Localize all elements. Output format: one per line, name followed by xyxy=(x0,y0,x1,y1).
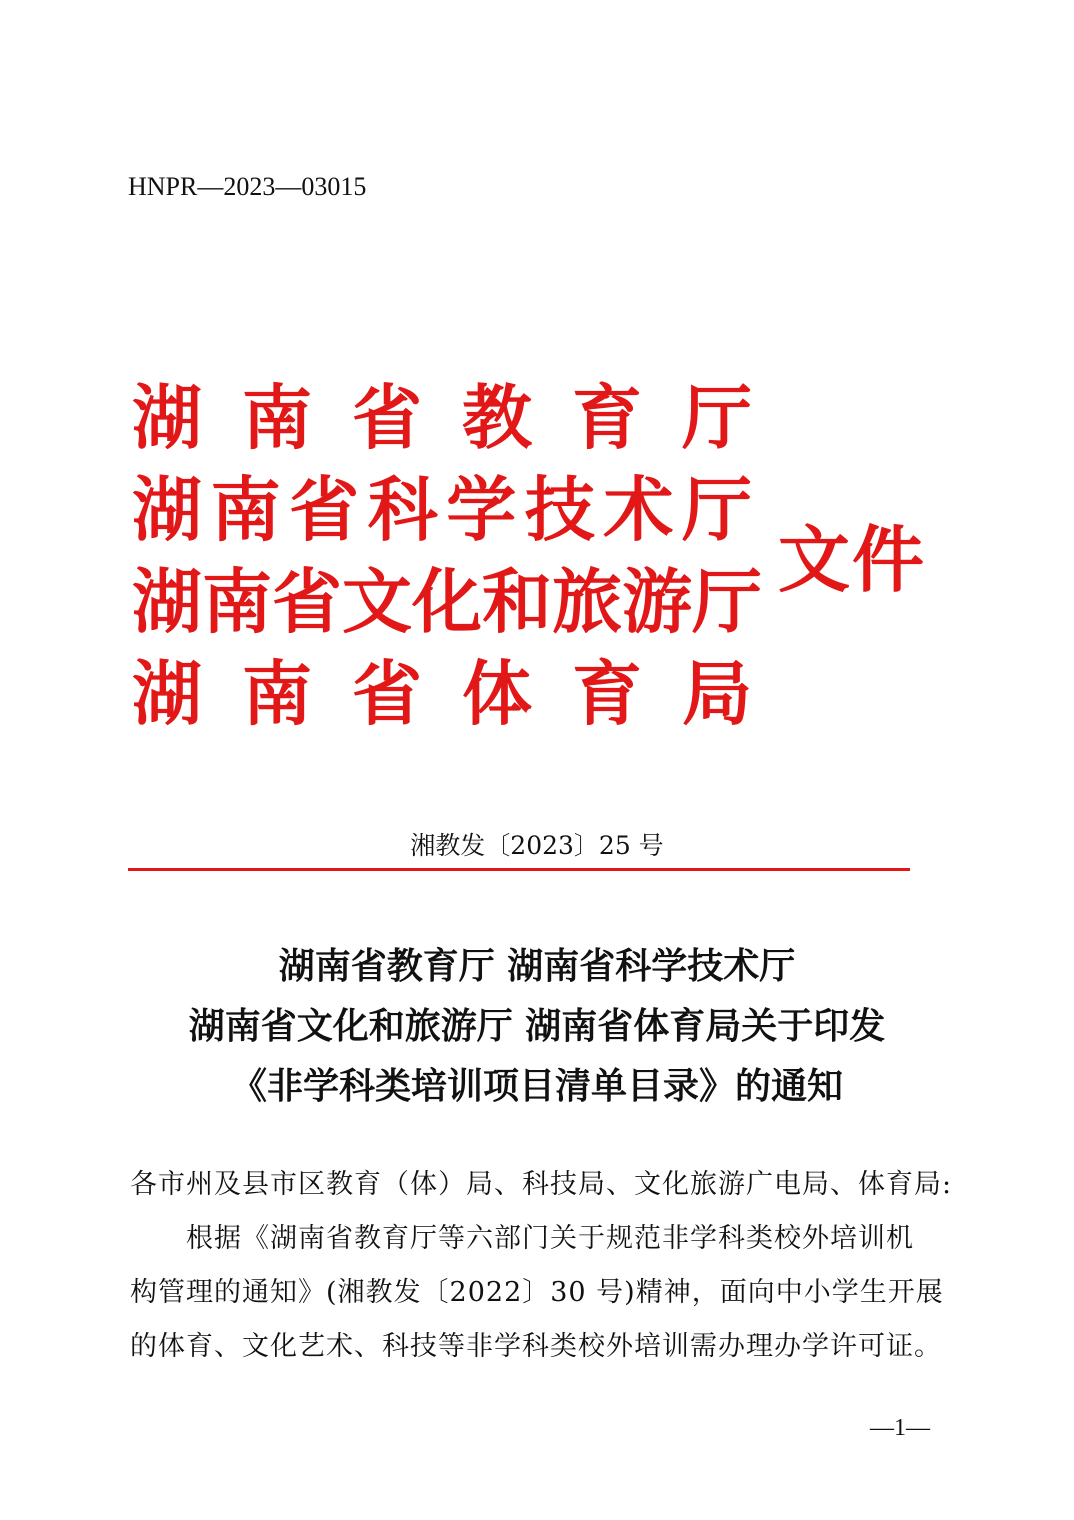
issuer-char: 旅 xyxy=(552,560,622,643)
title-line: 湖南省教育厅 湖南省科学技术厅 xyxy=(278,945,796,987)
issuer-char: 学 xyxy=(446,468,517,551)
issuer-char: 技 xyxy=(524,468,595,551)
body-line: 构管理的通知》(湘教发〔2022〕30 号)精神，面向中小学生开展 xyxy=(130,1277,944,1308)
issuer-char: 省 xyxy=(289,468,360,551)
issuer-char: 南 xyxy=(242,376,312,459)
issue-number: 湘教发〔2023〕25 号 xyxy=(410,831,664,860)
issuer-char: 科 xyxy=(367,468,438,551)
body-line: 根据《湖南省教育厅等六部门关于规范非学科类校外培训机 xyxy=(186,1223,914,1254)
salutation: 各市州及县市区教育（体）局、科技局、文化旅游广电局、体育局: xyxy=(130,1169,953,1200)
issuer-char: 湖 xyxy=(132,652,202,735)
issuer-char: 湖 xyxy=(132,560,202,643)
title-line: 湖南省文化和旅游厅 湖南省体育局关于印发 xyxy=(188,1005,886,1047)
issuer-char: 南 xyxy=(210,468,281,551)
issuer-char: 体 xyxy=(462,652,532,735)
issuer-line-education xyxy=(132,372,752,464)
issuer-char: 省 xyxy=(352,652,422,735)
issuer-char: 南 xyxy=(202,560,272,643)
body-line: 的体育、文化艺术、科技等非学科类校外培训需办理办学许可证。 xyxy=(130,1331,942,1362)
issuer-char: 厅 xyxy=(681,468,752,551)
red-separator-rule xyxy=(128,868,910,871)
document-body xyxy=(130,1158,953,1374)
issuer-char: 厅 xyxy=(682,376,752,459)
page-number: —1— xyxy=(870,1415,930,1441)
issuer-char: 游 xyxy=(622,560,692,643)
document-suffix: 文件 xyxy=(778,517,927,602)
issuer-char: 厅 xyxy=(692,560,762,643)
issuer-line-science xyxy=(132,464,752,556)
issuer-line-culture xyxy=(132,556,762,648)
issuer-char: 文 xyxy=(342,560,412,643)
issuer-char: 湖 xyxy=(132,468,202,551)
issuer-char: 省 xyxy=(352,376,422,459)
issuer-char: 育 xyxy=(572,652,642,735)
issuer-char: 省 xyxy=(272,560,342,643)
issuer-line-sports xyxy=(132,648,752,740)
issuer-char: 南 xyxy=(242,652,312,735)
issuer-char: 湖 xyxy=(132,376,202,459)
document-title xyxy=(0,936,1074,1116)
issuer-char: 育 xyxy=(572,376,642,459)
issuer-char: 和 xyxy=(482,560,552,643)
issuing-agencies-header xyxy=(132,372,762,740)
issuer-char: 局 xyxy=(682,652,752,735)
issuer-char: 术 xyxy=(603,468,674,551)
issuer-char: 化 xyxy=(412,560,482,643)
title-line: 《非学科类培训项目清单目录》的通知 xyxy=(230,1065,843,1107)
document-code: HNPR—2023—03015 xyxy=(128,172,367,201)
issuer-char: 教 xyxy=(462,376,532,459)
